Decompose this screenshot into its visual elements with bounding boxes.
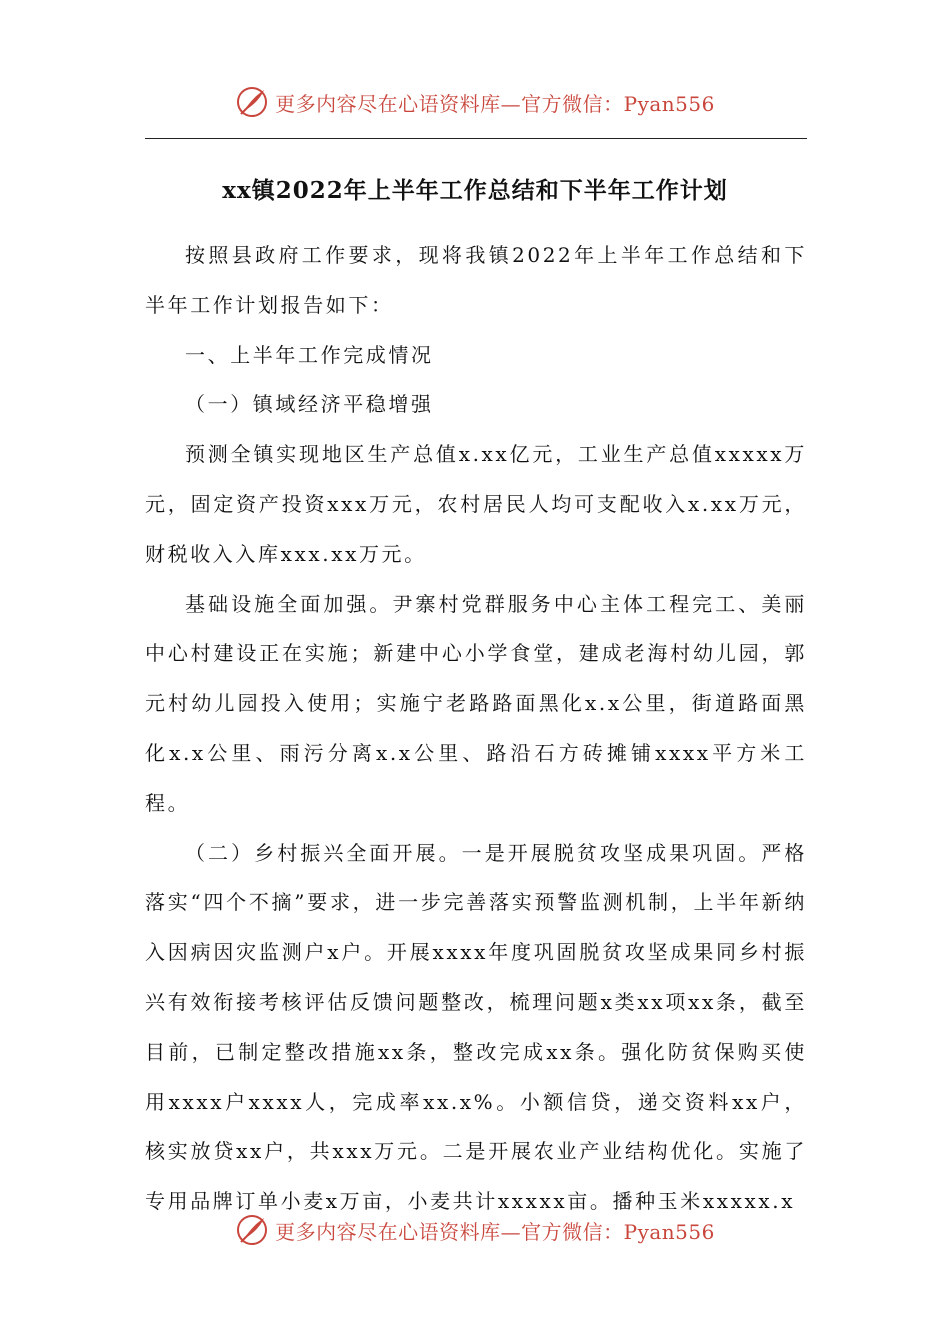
feather-pen-logo-icon	[235, 85, 269, 119]
paragraph-rural-revitalization: （二）乡村振兴全面开展。一是开展脱贫攻坚成果巩固。严格落实“四个不摘”要求，进一步完善落实预警监测机制，上半年新纳入因病因灾监测户x户。开展xxxx年度巩固脱贫攻坚成果同乡村振兴有效衔接考核评估反馈问题整改，梳理问题x类xx项xx条，截至目前，已制定整改措施xx条，整改完成xx条。强化防贫保购买使用xxxx户xxxx人，完成率xx.x%。小额信贷，递交资料xx户，核实放贷xx户，共xxx万元。二是开展农业产业结构优化。实施了专用品牌订单小麦x万亩，小麦共计xxxxx亩。播种玉米xxxxx.x	[145, 840, 807, 1214]
paragraph-infrastructure: 基础设施全面加强。尹寨村党群服务中心主体工程完工、美丽中心村建设正在实施；新建中心小学食堂，建成老海村幼儿园，郭元村幼儿园投入使用；实施宁老路路面黑化x.x公里，街道路面黑化x.x公里、雨污分离x.x公里、路沿石方砖摊铺xxxx平方米工程。	[145, 591, 807, 815]
footer-banner-text: 更多内容尽在心语资料库—官方微信：Pyan556	[275, 1219, 715, 1244]
paragraph-intro: 按照县政府工作要求，现将我镇2022年上半年工作总结和下半年工作计划报告如下：	[145, 243, 807, 317]
header-divider	[145, 138, 807, 139]
document-body	[145, 231, 807, 1227]
document-title: xx镇2022年上半年工作总结和下半年工作计划	[222, 177, 728, 204]
feather-pen-logo-icon	[235, 1213, 269, 1247]
subsection-heading: （一）镇域经济平稳增强	[185, 392, 434, 417]
paragraph-economy: 预测全镇实现地区生产总值x.xx亿元，工业生产总值xxxxx万元，固定资产投资xxx万元，农村居民人均可支配收入x.xx万元，财税收入入库xxx.xx万元。	[145, 442, 807, 566]
header-wechat-id: Pyan556	[623, 91, 715, 116]
header-banner-text: 更多内容尽在心语资料库—官方微信：Pyan556	[275, 91, 715, 116]
footer-wechat-id: Pyan556	[623, 1219, 715, 1244]
header-banner	[0, 82, 950, 122]
footer-banner	[0, 1210, 950, 1250]
section-heading: 一、上半年工作完成情况	[185, 342, 434, 367]
